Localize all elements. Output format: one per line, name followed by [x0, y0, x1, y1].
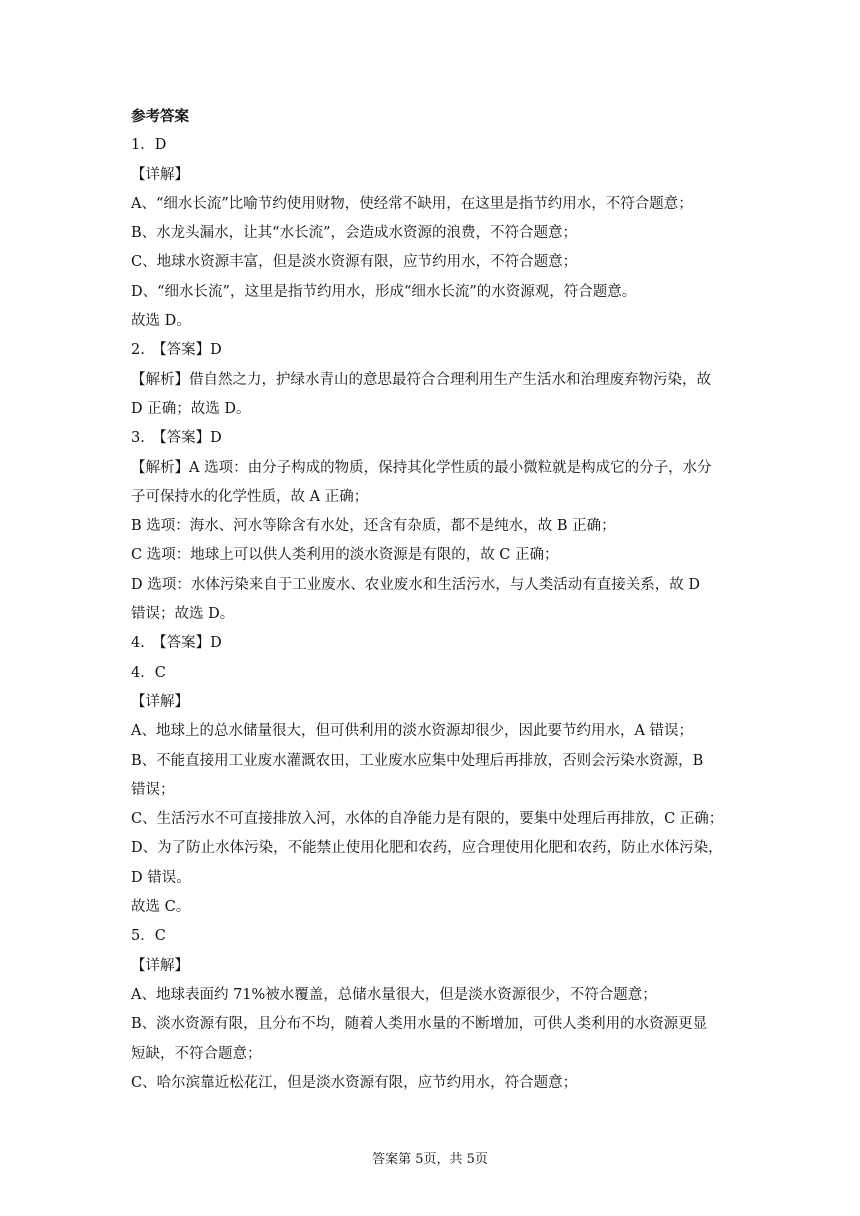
text-line: 4. 【答案】D: [131, 635, 222, 652]
text-line: B、淡水资源有限，且分布不均，随着人类用水量的不断增加，可供人类利用的水资源更显: [131, 1016, 708, 1033]
text-line: 【解析】借自然之力，护绿水青山的意思最符合合理利用生产生活水和治理废弃物污染，故: [131, 371, 711, 388]
text-line: 1．D: [131, 137, 167, 154]
text-line: 2. 【答案】D: [131, 342, 222, 359]
text-line: A、地球上的总水储量很大，但可供利用的淡水资源却很少，因此要节约用水，A 错误；: [131, 723, 694, 740]
answer-content: [131, 102, 731, 1098]
text-line: D、为了防止水体污染，不能禁止使用化肥和农药，应合理使用化肥和农药，防止水体污染，: [131, 840, 723, 857]
text-line: B、水龙头漏水，让其“水长流”，会造成水资源的浪费，不符合题意；: [131, 225, 577, 242]
text-line: 【解析】A 选项：由分子构成的物质，保持其化学性质的最小微粒就是构成它的分子，水分: [131, 459, 712, 476]
text-line: 短缺，不符合题意；: [131, 1045, 262, 1062]
text-line: A、“细水长流”比喻节约使用财物，使经常不缺用，在这里是指节约用水，不符合题意；: [131, 195, 693, 212]
text-line: D、“细水长流”，这里是指节约用水，形成“细水长流”的水资源观，符合题意。: [131, 283, 637, 300]
text-line: 错误；故选 D。: [131, 606, 235, 623]
text-line: D 错误。: [131, 869, 191, 886]
text-line: 【详解】: [131, 693, 189, 710]
text-line: 3. 【答案】D: [131, 430, 222, 447]
text-line: 4．C: [131, 664, 166, 681]
text-line: D 选项：水体污染来自于工业废水、农业废水和生活污水，与人类活动有直接关系，故 D: [131, 576, 700, 593]
text-line: 错误；: [131, 781, 175, 798]
text-line: B、不能直接用工业废水灌溉农田，工业废水应集中处理后再排放，否则会污染水资源，B: [131, 752, 704, 769]
text-line: 5．C: [131, 928, 166, 945]
text-line: B 选项：海水、河水等除含有水处，还含有杂质，都不是纯水，故 B 正确；: [131, 518, 616, 535]
text-line: A、地球表面约 71%被水覆盖，总储水量很大，但是淡水资源很少，不符合题意；: [131, 986, 657, 1003]
text-line: C 选项：地球上可以供人类利用的淡水资源是有限的，故 C 正确；: [131, 547, 559, 564]
page-footer: 答案第 5页，共 5页: [372, 1152, 488, 1167]
text-line: C、哈尔滨靠近松花江，但是淡水资源有限，应节约用水，符合题意；: [131, 1074, 578, 1091]
text-line: 故选 D。: [131, 313, 191, 330]
text-line: 子可保持水的化学性质，故 A 正确；: [131, 488, 369, 505]
text-line: C、生活污水不可直接排放入河，水体的自净能力是有限的，要集中处理后再排放，C 正确；: [131, 811, 724, 828]
section-heading: 参考答案: [131, 108, 189, 125]
text-line: 故选 C。: [131, 899, 191, 916]
text-line: 【详解】: [131, 166, 189, 183]
text-line: 【详解】: [131, 957, 189, 974]
text-line: C、地球水资源丰富，但是淡水资源有限，应节约用水，不符合题意；: [131, 254, 578, 271]
text-line: D 正确；故选 D。: [131, 400, 251, 417]
